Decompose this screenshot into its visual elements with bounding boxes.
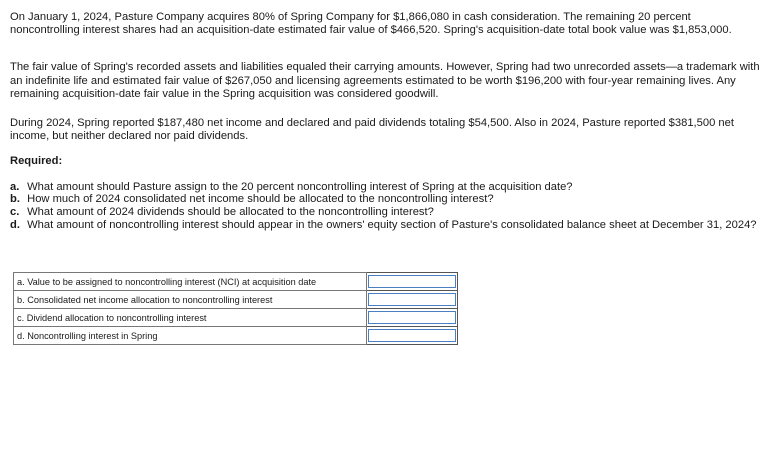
required-heading: Required: [10, 155, 63, 168]
answer-cell-d [367, 327, 458, 345]
answer-label-net-income-nci: b. Consolidated net income allocation to noncontrolling interest [14, 291, 367, 309]
question-item-c [10, 206, 762, 219]
question-text: What amount of 2024 dividends should be allocated to the noncontrolling interest? [27, 206, 434, 219]
answer-cell-c [367, 309, 458, 327]
question-item-d [10, 219, 762, 232]
answer-input-nci-acquisition[interactable] [368, 275, 456, 288]
problem-paragraph-acquisition: On January 1, 2024, Pasture Company acquires 80% of Spring Company for $1,866,080 in cash consideration. The remaining 20 percent noncontrolling interest shares had an acquisition-date estimated fair value of $466,520. Spring's acquisition-date total book value was $1,853,000. [10, 11, 732, 37]
problem-paragraph-2024-results: During 2024, Spring reported $187,480 net income and declared and paid dividends totaling $54,500. Also in 2024, Pasture reported $381,500 net income, but neither declared nor paid dividends. [10, 117, 734, 143]
answer-cell-b [367, 291, 458, 309]
answer-row-d [14, 327, 458, 345]
answer-row-c [14, 309, 458, 327]
question-letter: a. [10, 180, 20, 193]
answer-table [13, 272, 458, 345]
question-letter: b. [10, 193, 20, 206]
question-list [10, 181, 762, 232]
answer-row-b [14, 291, 458, 309]
question-item-a [10, 181, 762, 194]
answer-input-net-income-nci[interactable] [368, 293, 456, 306]
problem-paragraph-unrecorded-assets: The fair value of Spring's recorded assets and liabilities equaled their carrying amounts. However, Spring had two unrecorded assets—a trademark with an indefinite life and estimated fair value of $267,050 and licensing agreements estimated to be worth $196,200 with four-year remaining lives. Any remaining acquisition-date fair value in the Spring acquisition was considered goodwill. [10, 61, 760, 100]
question-item-b [10, 193, 762, 206]
question-letter: c. [10, 206, 20, 219]
question-text: What amount of noncontrolling interest should appear in the owners' equity section of Pasture's consolidated balance sheet at December 31, 2024? [27, 219, 757, 232]
question-text: How much of 2024 consolidated net income should be allocated to the noncontrolling interest? [27, 193, 494, 206]
question-letter: d. [10, 219, 20, 232]
answer-input-dividend-nci[interactable] [368, 311, 456, 324]
problem-statement [10, 11, 762, 232]
answer-label-dividend-nci: c. Dividend allocation to noncontrolling interest [14, 309, 367, 327]
answer-cell-a [367, 273, 458, 291]
question-text: What amount should Pasture assign to the 20 percent noncontrolling interest of Spring at the acquisition date? [27, 180, 573, 193]
answer-row-a [14, 273, 458, 291]
answer-label-nci-acquisition: a. Value to be assigned to noncontrolling interest (NCI) at acquisition date [14, 273, 367, 291]
answer-input-nci-spring[interactable] [368, 329, 456, 342]
answer-label-nci-spring: d. Noncontrolling interest in Spring [14, 327, 367, 345]
